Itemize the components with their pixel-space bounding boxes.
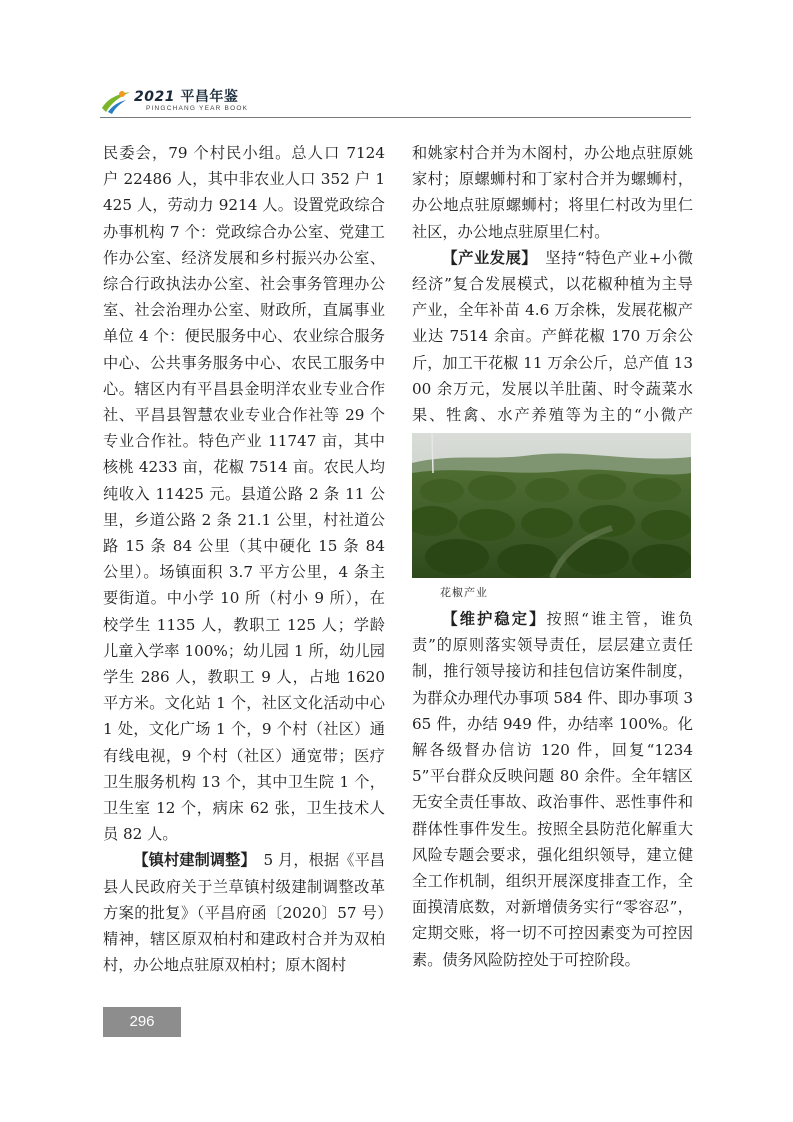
section-heading: 【镇村建制调整】 — [133, 851, 249, 870]
section-body: 5 月，根据《平昌县人民政府关于兰草镇村级建制调整改革方案的批复》（平昌府函〔2020〕57 号）精神，辖区原双柏村和建政村合并为双柏村，办公地点驻原双柏村；原木阁村 — [103, 851, 385, 975]
yearbook-header — [100, 82, 700, 122]
paragraph-maintain-stability — [412, 606, 693, 973]
yearbook-subtitle: PINGCHANG YEAR BOOK — [146, 105, 249, 112]
yearbook-title-cn: 平昌年鉴 — [180, 89, 239, 105]
paragraph-industry-development — [412, 245, 693, 455]
pepper-orchard-photo — [412, 433, 691, 578]
yearbook-logo-icon — [100, 88, 132, 116]
left-column — [103, 140, 385, 979]
section-body: 坚持“特色产业+小微经济”复合发展模式，以花椒种植为主导产业，全年补苗 4.6 万余株，发展花椒产业达 7514 余亩。产鲜花椒 170 万余公斤，加工干花椒 11 万余公斤，总产值 1300 余万元，发展以羊肚菌、时令蔬菜水果、牲禽、水产养殖等为主的“小微产 — [412, 248, 693, 425]
page-number: 296 — [103, 1007, 181, 1037]
section-heading: 【维护稳定】 — [442, 610, 547, 628]
section-heading: 【产业发展】 — [442, 248, 530, 267]
photo-caption: 花椒产业 — [440, 586, 488, 599]
yearbook-title — [134, 86, 238, 106]
paragraph: 和姚家村合并为木阁村，办公地点驻原姚家村；原螺蛳村和丁家村合并为螺蛳村，办公地点驻原螺蛳村；将里仁村改为里仁社区，办公地点驻原里仁村。 — [412, 144, 693, 241]
paragraph-town-village-adjustment — [103, 847, 385, 978]
right-column-top — [412, 140, 693, 454]
photo-illustration — [412, 433, 691, 578]
yearbook-year: 2021 — [134, 89, 175, 105]
right-column-bottom — [412, 606, 693, 973]
paragraph: 民委会，79 个村民小组。总人口 7124 户 22486 人，其中非农业人口 352 户 1425 人，劳动力 9214 人。设置党政综合办事机构 7 个：党政综合办公室、党建工作办公室、经济发展和乡村振兴办公室、综合行政执法办公室、社会事务管理办公室、社会治理办公室、财政所，直属事业单位 4 个：便民服务中心、农业综合服务中心、公共事务服务中心、农民工服务中心。辖区内有平昌县金明洋农业专业合作社、平昌县智慧农业专业合作社等 29 个专业合作社。特色产业 11747 亩，其中核桃 4233 亩，花椒 7514 亩。农民人均纯收入 11425 元。县道公路 2 条 11 公里，乡道公路 2 条 21.1 公里，村社道公路 15 条 84 公里（其中硬化 15 条 84 公里）。场镇面积 3.7 平方公里，4 条主要街道。中小学 10 所（村小 9 所），在校学生 1135 人，教职工 125 人；学龄儿童入学率 100%；幼儿园 1 所，幼儿园学生 286 人，教职工 9 人，占地 1620 平方米。文化站 1 个，社区文化活动中心 1 处，文化广场 1 个，9 个村（社区）通有线电视，9 个村（社区）通宽带；医疗卫生服务机构 13 个，其中卫生院 1 个，卫生室 12 个，病床 62 张，卫生技术人员 82 人。 — [103, 144, 385, 844]
header-rule — [100, 117, 691, 118]
section-body: 按照“谁主管，谁负责”的原则落实领导责任，层层建立责任制，推行领导接访和挂包信访案件制度，为群众办理代办事项 584 件、即办事项 365 件，办结 949 件，办结率 100%。化解各级督办信访 120 件，回复“12345”平台群众反映问题 80 余件。全年辖区无安全责任事故、政治事件、恶性事件和群体性事件发生。按照全县防范化解重大风险专题会要求，强化组织领导，建立健全工作机制，组织开展深度排查工作，全面摸清底数，对新增债务实行“零容忍”，定期交账，将一切不可控因素变为可控因素。债务风险防控处于可控阶段。 — [412, 610, 694, 969]
